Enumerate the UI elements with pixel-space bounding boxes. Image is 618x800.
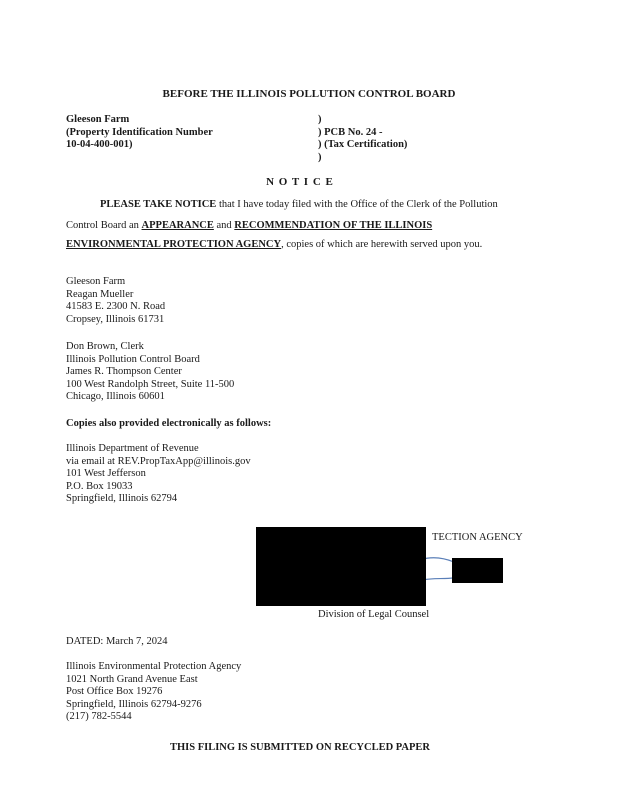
address-line: James R. Thompson Center — [66, 366, 182, 378]
notice-line-3 — [66, 238, 482, 251]
recycled-paper-footer: THIS FILING IS SUBMITTED ON RECYCLED PAPER — [169, 742, 431, 753]
address-line: Reagan Mueller — [66, 288, 134, 300]
addressee-clerk — [66, 341, 234, 404]
caption-right-line: ) (Tax Certification) — [318, 139, 408, 151]
caption-left-line: 10-04-400-001) — [66, 139, 133, 151]
caption-left-line: Gleeson Farm — [66, 114, 130, 125]
caption-right-line: ) — [318, 151, 322, 163]
notice-line-2 — [66, 219, 432, 232]
address-line: Cropsey, Illinois 61731 — [66, 313, 165, 325]
electronic-recipient — [66, 443, 251, 506]
board-title: BEFORE THE ILLINOIS POLLUTION CONTROL BOARD — [162, 88, 456, 100]
phone-line: (217) 782-5544 — [66, 711, 132, 723]
email-line: via email at REV.PropTaxApp@illinois.gov — [66, 455, 251, 467]
address-line: 1021 North Grand Avenue East — [66, 673, 198, 685]
address-line: Don Brown, Clerk — [66, 341, 144, 352]
recommendation-text-1: RECOMMENDATION OF THE ILLINOIS — [234, 220, 433, 231]
agency-name-partial: TECTION AGENCY — [432, 532, 523, 543]
addressee-gleeson — [66, 276, 165, 326]
address-line: P.O. Box 19033 — [66, 480, 133, 492]
caption-left — [66, 114, 213, 152]
address-line: 101 West Jefferson — [66, 468, 146, 480]
caption-right-line: ) — [318, 114, 322, 125]
electronic-heading: Copies also provided electronically as follows: — [66, 418, 272, 429]
dated-line: DATED: March 7, 2024 — [66, 636, 168, 647]
address-line: Springfield, Illinois 62794 — [66, 493, 178, 505]
notice-heading: N O T I C E — [266, 176, 334, 188]
address-line: Illinois Environmental Protection Agency — [66, 661, 242, 672]
address-line: Gleeson Farm — [66, 276, 126, 287]
appearance-text: APPEARANCE — [141, 220, 214, 231]
notice-lead-bold: PLEASE TAKE NOTICE — [100, 199, 217, 210]
address-line: Illinois Pollution Control Board — [66, 353, 200, 365]
caption-right-line: ) PCB No. 24 - — [318, 126, 383, 138]
and-text: and — [213, 220, 235, 231]
notice-lead-rest: that I have today filed with the Office of the Clerk of the Pollution — [216, 199, 498, 210]
redaction-block — [256, 527, 426, 606]
address-line: Post Office Box 19276 — [66, 686, 163, 698]
address-line: 100 West Randolph Street, Suite 11-500 — [66, 378, 235, 390]
caption-right — [318, 114, 407, 164]
recommendation-text-2: ENVIRONMENTAL PROTECTION AGENCY — [66, 239, 282, 250]
agency-address — [66, 661, 241, 724]
address-line: 41583 E. 2300 N. Road — [66, 301, 166, 313]
address-line: Springfield, Illinois 62794-9276 — [66, 698, 202, 710]
notice-line3-rest: , copies of which are herewith served upon you. — [281, 239, 483, 250]
redaction-block-small — [452, 558, 503, 583]
address-line: Illinois Department of Revenue — [66, 443, 199, 454]
division-label: Division of Legal Counsel — [318, 609, 430, 620]
address-line: Chicago, Illinois 60601 — [66, 391, 165, 403]
caption-left-line: (Property Identification Number — [66, 126, 213, 138]
notice-line-1 — [100, 198, 498, 211]
notice-line2-pre: Control Board an — [66, 220, 142, 231]
